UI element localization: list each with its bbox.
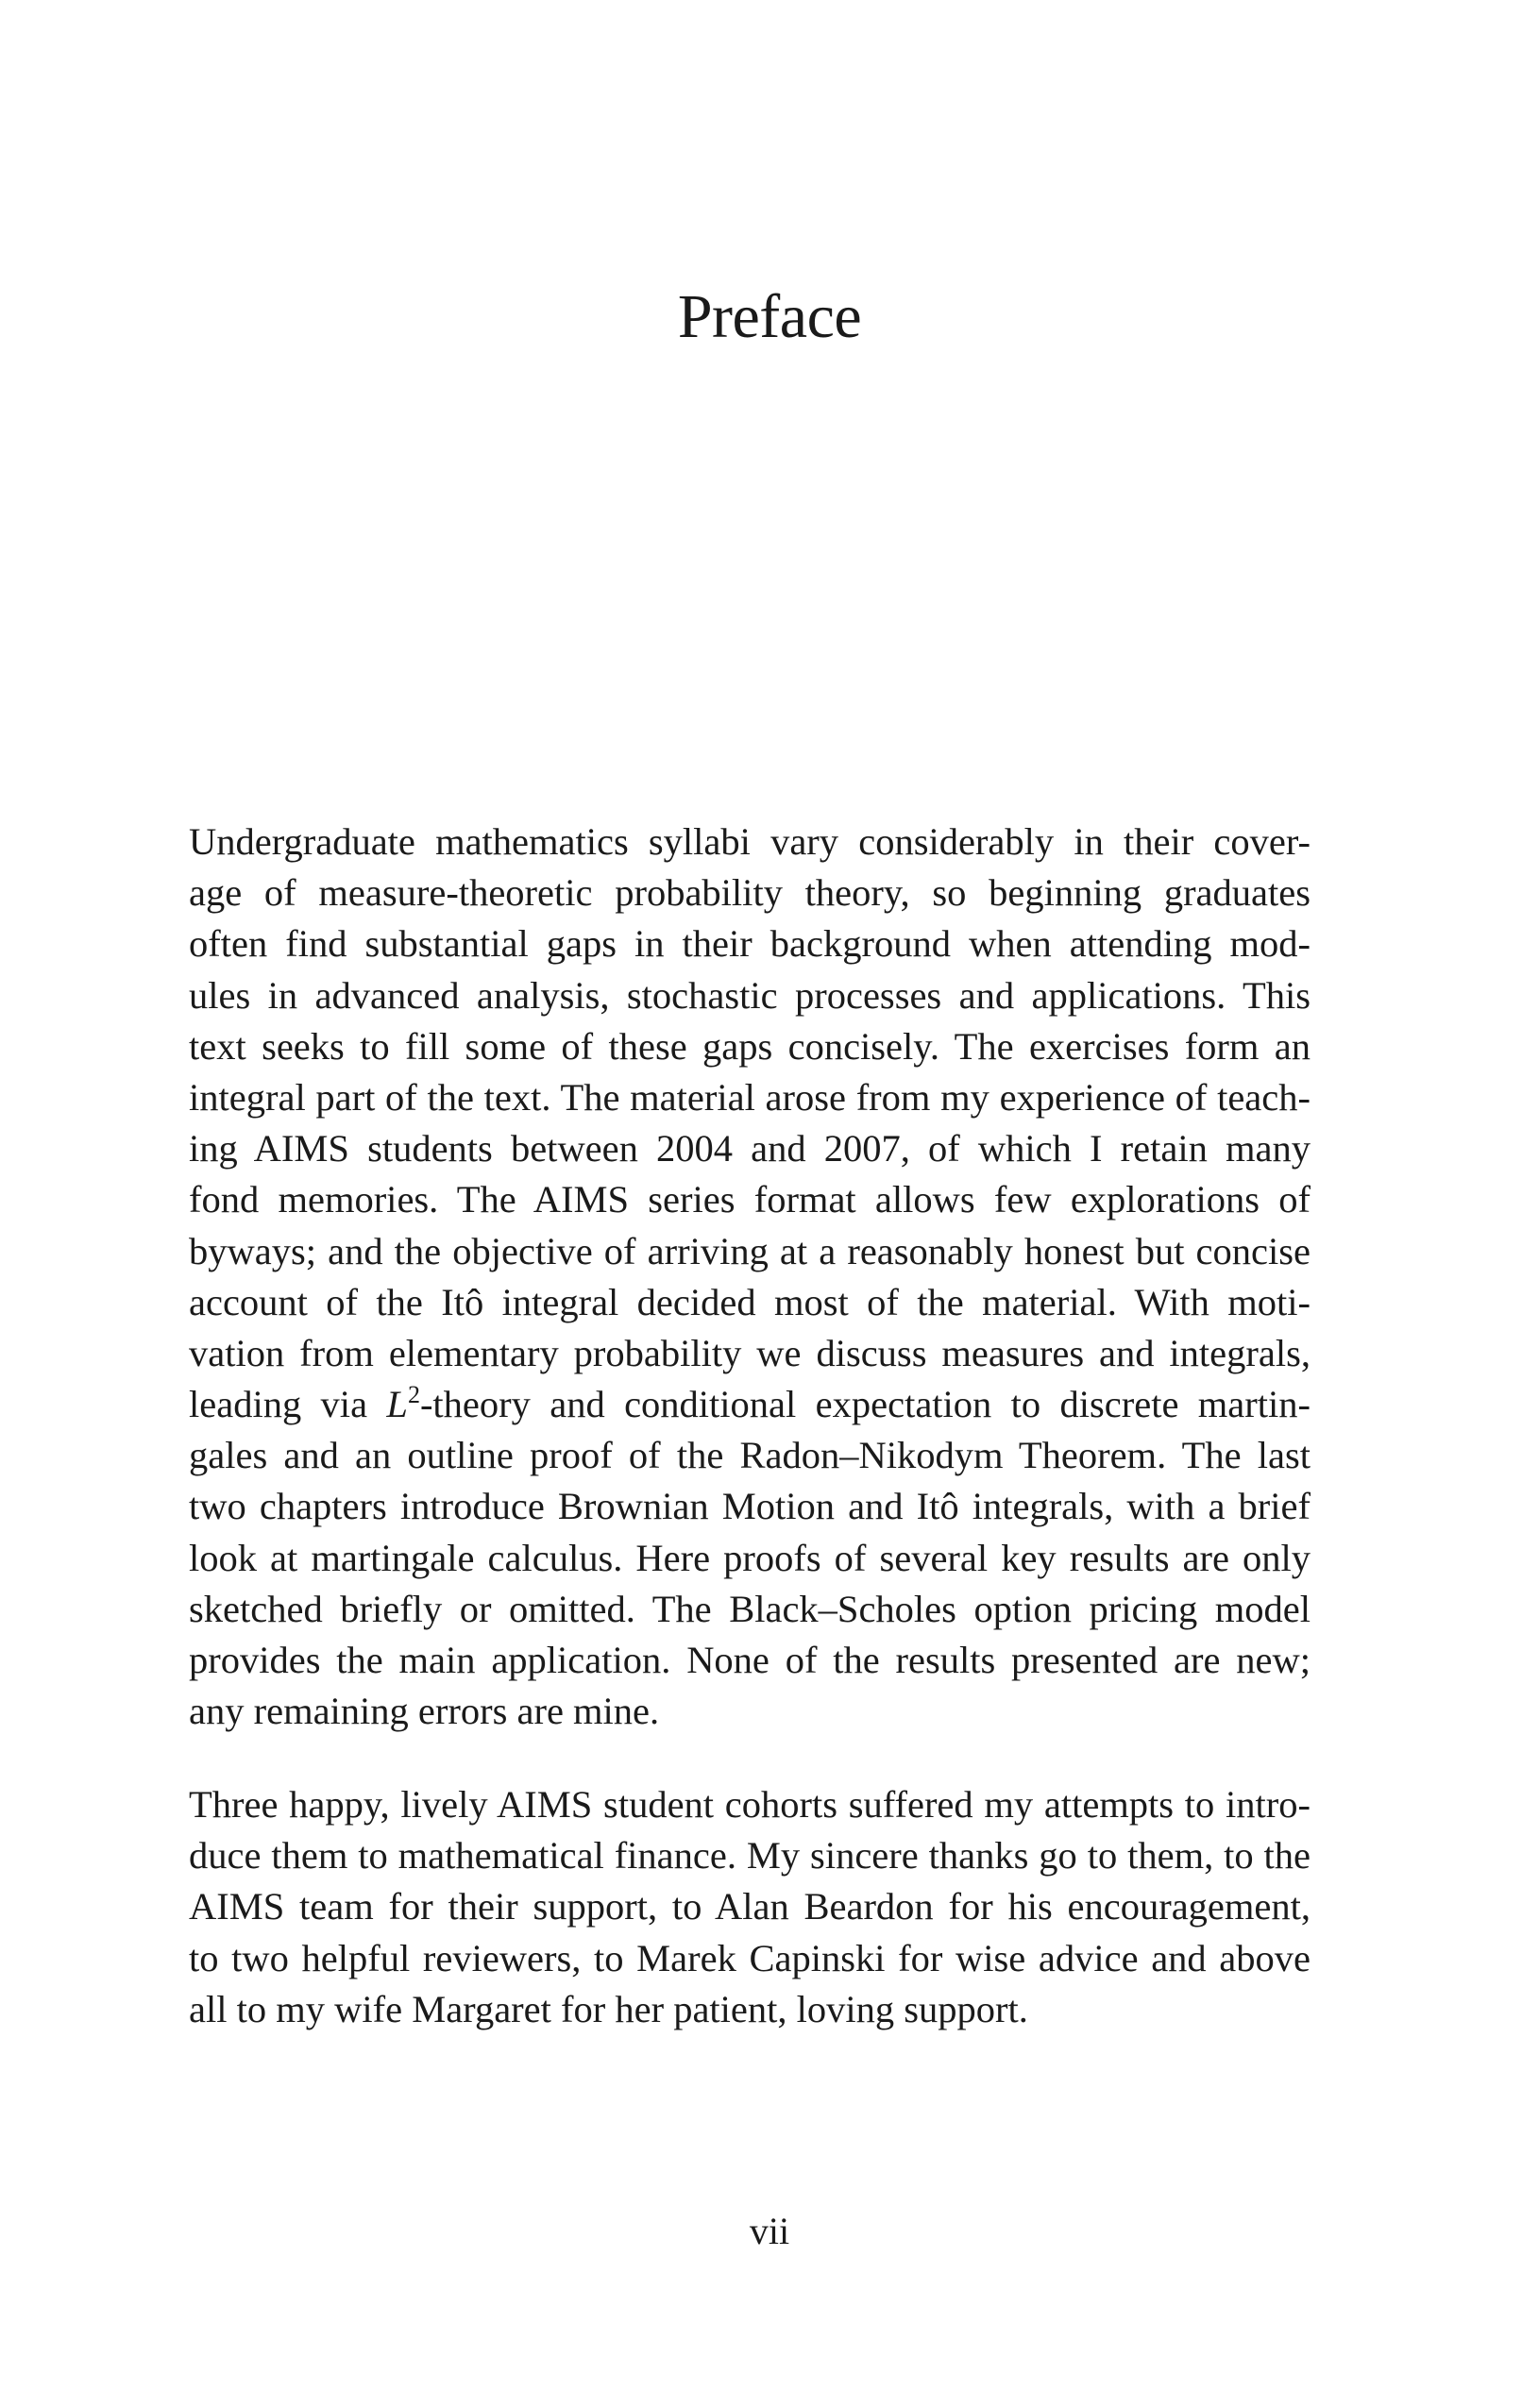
text-line: ing AIMS students between 2004 and 2007, of which I retain many [189,1127,1311,1170]
math-superscript: 2 [407,1381,420,1409]
text-line: any remaining errors are mine. [189,1690,660,1733]
math-symbol-L: L [386,1383,408,1426]
page-number: vii [749,2210,790,2252]
text-line: age of measure-theoretic probability theory, so beginning graduates [189,871,1311,915]
text-line: vation from elementary probability we discuss measures and integrals, [189,1331,1311,1374]
text-line: look at martingale calculus. Here proofs of several key results are only [189,1536,1311,1579]
text-line: Three happy, lively AIMS student cohorts suffered my attempts to intro- [189,1783,1311,1826]
text-line: text seeks to fill some of these gaps concisely. The exercises form an [189,1024,1311,1068]
text-line: integral part of the text. The material arose from my experience of teach- [189,1075,1311,1119]
text-line: duce them to mathematical finance. My sincere thanks go to them, to the [189,1834,1311,1878]
text-line: account of the Itô integral decided most of the material. With moti- [189,1280,1311,1323]
text-segment: leading via [189,1383,387,1426]
text-line: fond memories. The AIMS series format allows few explorations of [189,1178,1311,1221]
text-line: often find substantial gaps in their background when attending mod- [189,922,1311,966]
text-line: AIMS team for their support, to Alan Beardon for his encouragement, [189,1885,1311,1928]
text-line: all to my wife Margaret for her patient, loving support. [189,1987,1028,2030]
text-line: two chapters introduce Brownian Motion and Itô integrals, with a brief [189,1485,1311,1528]
preface-paragraph-1 [189,817,1311,1737]
text-line: sketched briefly or omitted. The Black–Scholes option pricing model [189,1587,1311,1630]
text-line: Undergraduate mathematics syllabi vary considerably in their cover- [189,820,1311,863]
text-line: gales and an outline proof of the Radon–Nikodym Theorem. The last [189,1434,1311,1477]
text-line: ules in advanced analysis, stochastic processes and applications. This [189,973,1311,1017]
page-title: Preface [677,282,862,351]
text-segment: -theory and conditional expectation to discrete martin- [419,1383,1311,1426]
text-line: provides the main application. None of the results presented are new; [189,1639,1311,1681]
text-line: byways; and the objective of arriving at a reasonably honest but concise [189,1229,1311,1272]
preface-paragraph-2 [189,1779,1311,2035]
text-line-with-math [189,1379,1311,1430]
text-line: to two helpful reviewers, to Marek Capinski for wise advice and above [189,1936,1311,1979]
